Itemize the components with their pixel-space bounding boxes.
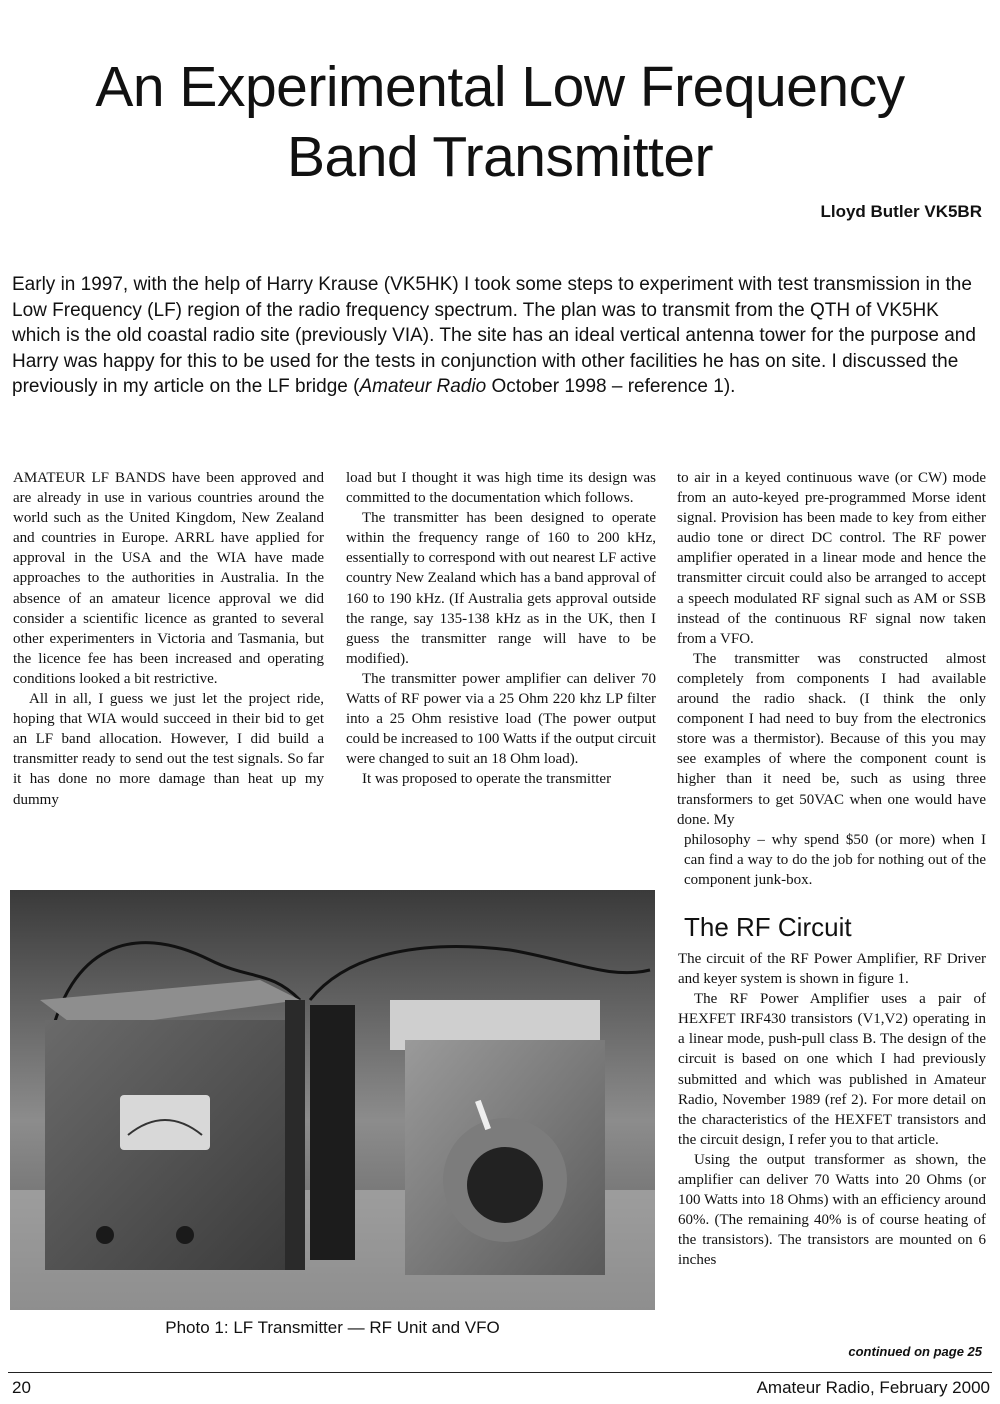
col3-paragraph-4: The RF Power Amplifier uses a pair of HEXFET IRF430 transistors (V1,V2) operating in a linear mode, push-pull class B. The design of the circuit is based on one which I had previously submitted and which was published in Amateur Radio, November 1989 (ref 2). For more detail on the characteristics of the HEXFET transistors and the circuit design, I refer you to that article.: [678, 991, 986, 1148]
column-1: [13, 468, 324, 810]
author-byline: Lloyd Butler VK5BR: [820, 202, 982, 221]
column-3-top: [677, 468, 986, 830]
title-line-2: Band Transmitter: [286, 125, 713, 189]
column-3-bottom: [678, 949, 986, 1271]
intro-text-end: October 1998 – reference 1).: [486, 376, 736, 398]
continued-note: continued on page 25: [848, 1344, 982, 1359]
footer-divider: [8, 1372, 992, 1373]
photo-caption: Photo 1: LF Transmitter — RF Unit and VFO: [165, 1318, 500, 1337]
title-line-1: An Experimental Low Frequency: [95, 55, 905, 119]
col3-paragraph-3: The circuit of the RF Power Amplifier, RF Driver and keyer system is shown in figure 1.: [678, 951, 986, 988]
heatsink: [310, 1005, 355, 1260]
col2-paragraph-2: The transmitter has been designed to operate within the frequency range of 160 to 200 kHz, essentially to correspond with out nearest LF active country New Zealand which has a band approval of 160 to 190 kHz. (If Australia gets approval outside the range, say 135-138 kHz as in the UK, then I guess the transmitter range will have to be modified).: [346, 510, 656, 667]
col3-paragraph-5: Using the output transformer as shown, the amplifier can deliver 70 Watts into 20 Ohms (or 100 Watts into 18 Ohms) with an efficiency around 60%. (The remaining 40% is of course heating of the transistors). The transistors are mounted on 6 inches: [678, 1151, 986, 1269]
col2-paragraph-3: The transmitter power amplifier can deliver 70 Watts of RF power via a 25 Ohm 220 khz LP filter into a 25 Ohm resistive load (The power output could be increased to 100 Watts if the output circuit were changed to suit an 18 Ohm load).: [346, 670, 656, 768]
col3-paragraph-2: The transmitter was constructed almost completely from components I had available around the radio shack. (I think the only component I had need to buy from the electronics store was a thermistor). Because of this you may see examples of where the component count is higher than it need be, such as using three transformers to get 50VAC when one would have done. My: [677, 650, 986, 828]
intro-publication-italic: Amateur Radio: [359, 376, 487, 398]
vfo-dial-knob: [467, 1147, 543, 1223]
col2-paragraph-1: load but I thought it was high time its design was committed to the documentation which follows.: [346, 470, 656, 507]
col1-paragraph-2: All in all, I guess we just let the project ride, hoping that WIA would succeed in their bid to get an LF band allocation. However, I did build a transmitter ready to send out the test signals. So far it has done no more damage than heat up my dummy: [13, 691, 324, 808]
column-3-continuation: [684, 830, 986, 890]
col1-paragraph-1: AMATEUR LF BANDS have been approved and are already in use in various countries around the world such as the United Kingdom, New Zealand and countries in Europe. ARRL have applied for approval in the USA and the WIA have made approaches to the authorities in Australia. In the absence of an amateur licence approval we did consider a scientific licence as granted to several other experimenters in Victoria and Tasmania, but the licence fee has been increased and operating conditions looked a bit restrictive.: [13, 470, 324, 687]
intro-text: Early in 1997, with the help of Harry Krause (VK5HK) I took some steps to experiment with test transmission in the Low Frequency (LF) region of the radio frequency spectrum. The plan was to transmit from the QTH of VK5HK which is the old coastal radio site (previously VIA). The site has an ideal vertical antenna tower for the purpose and Harry was happy for this to be used for the tests in conjunction with other facilities he has on site. I discussed the previously in my article on the LF bridge (: [12, 274, 976, 398]
meter-panel: [120, 1095, 210, 1150]
rf-unit-knob-left: [96, 1226, 114, 1244]
col3-paragraph-1: to air in a keyed continuous wave (or CW) mode from an auto-keyed pre-programmed Morse ident signal. Provision has been made to key from either audio tone or direct DC control. The RF power amplifier operated in a linear mode and hence the transmitter circuit could also be arranged to accept a speech modulated RF signal such as AM or SSB instead of the continuous RF signal now taken from a VFO.: [677, 470, 986, 647]
publication-name: Amateur Radio, February 2000: [756, 1378, 990, 1397]
rf-unit-side: [285, 1000, 305, 1270]
article-title: [0, 52, 1000, 192]
intro-paragraph: [12, 272, 984, 400]
column-2: [346, 468, 656, 790]
photo-lf-transmitter: [10, 890, 655, 1310]
page-number: 20: [12, 1378, 31, 1397]
col3-paragraph-2-continued: philosophy – why spend $50 (or more) when I can find a way to do the job for nothing out of the component junk-box.: [684, 832, 986, 889]
section-heading-rf-circuit: The RF Circuit: [684, 912, 852, 942]
col2-paragraph-4: It was proposed to operate the transmitter: [362, 771, 612, 788]
rf-unit-knob-right: [176, 1226, 194, 1244]
